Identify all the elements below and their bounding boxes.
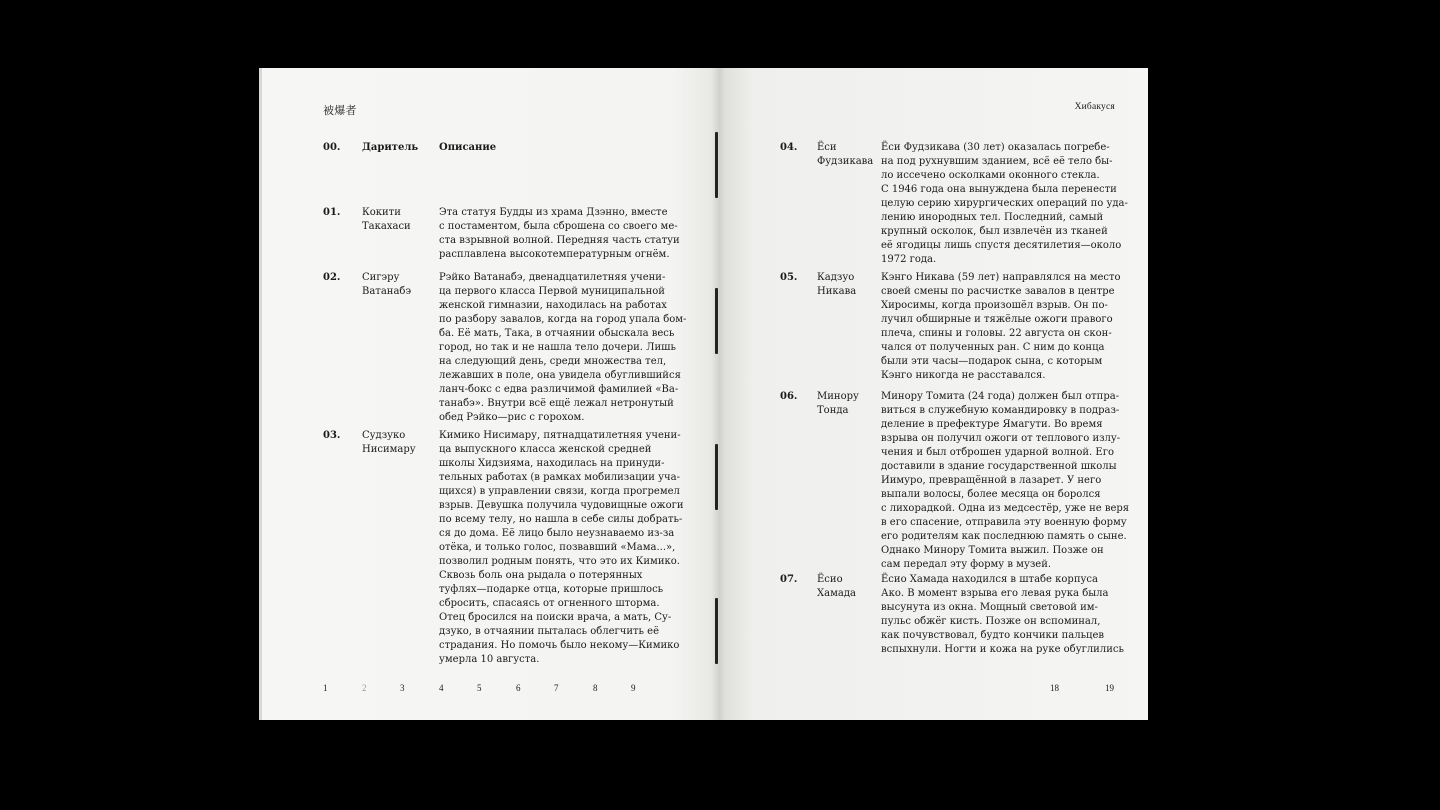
- entry-description: Кэнго Никава (59 лет) направлялся на место своей смены по расчистке завалов в центре Хиросимы, когда произошёл взрыв. Он по- лучил обширные и тяжёлые ожоги правого плеча, спины и головы. 22 августа он скон- чался от полученных ран. С ним до конца были эти часы—подарок сына, с которым Кэнго никогда не расставался.: [881, 272, 1121, 381]
- header-donor: Даритель: [362, 142, 419, 153]
- folio[interactable]: 19: [1105, 683, 1114, 693]
- entry-donor: Кокити Такахаси: [362, 207, 411, 232]
- running-head-left: 被爆者: [323, 104, 357, 117]
- folio[interactable]: 8: [593, 683, 598, 693]
- header-description: Описание: [439, 142, 497, 153]
- entry-number: 05.: [780, 272, 798, 283]
- binding-stitch: [715, 598, 718, 664]
- folio[interactable]: 4: [439, 683, 444, 693]
- binding-stitch: [715, 288, 718, 354]
- folio[interactable]: 2: [362, 683, 367, 693]
- entry-description: Минору Томита (24 года) должен был отпра- виться в служебную командировку в подраз- деление в префектуре Ямагути. Во время взрыва он получил ожоги от теплового излу- чения и был отброшен ударной волной. Его доставили в здание государственной школы Иимуро, превращённой в лазарет. У него выпали волосы, более месяца он боролся с лихорадкой. Одна из медсестёр, уже не веря в его спасение, отправила эту военную форму его родителям как последнюю память о сыне. Однако Минору Томита выжил. Позже он сам передал эту форму в музей.: [881, 391, 1130, 570]
- binding-stitch: [715, 444, 718, 510]
- spine-shadow: [711, 68, 725, 720]
- entry-description: Ёсио Хамада находился в штабе корпуса Ако. В момент взрыва его левая рука была высунута из окна. Мощный световой им- пульс обжёг кисть. Позже он вспоминал, как почувствовал, будто кончики пальцев вспыхнули. Ногти и кожа на руке обуглились: [881, 574, 1124, 655]
- entry-donor: Судзуко Нисимару: [362, 430, 416, 455]
- folio[interactable]: 1: [323, 683, 328, 693]
- folio[interactable]: 18: [1050, 683, 1059, 693]
- entry-number: 07.: [780, 574, 798, 585]
- entry-description: Кимико Нисимару, пятнадцатилетняя учени- ца выпускного класса женской средней школы Хидзияма, находилась на принуди- тельных работах (в рамках мобилизации уча- щихся) в управлении связи, когда прогремел взрыв. Девушка получила чудовищные ожоги по всему телу, но нашла в себе силы добрать- ся до дома. Её лицо было неузнаваемо из-за отёка, и только голос, позвавший «Мама...», позволил родным понять, что это их Кимико. Сквозь боль она рыдала о потерянных туфлях—подарке отца, которые пришлось сбросить, спасаясь от огненного шторма. Отец бросился на поиски врача, а мать, Су- дзуко, в отчаянии пыталась облегчить её страдания. Но помочь было некому—Кимико умерла 10 августа.: [439, 430, 684, 665]
- entry-description: Рэйко Ватанабэ, двенадцатилетняя учени- ца первого класса Первой муниципальной женской гимназии, находилась на работах по разбору завалов, когда на город упала бом- ба. Её мать, Така, в отчаянии обыскала весь город, но так и не нашла тело дочери. Лишь на следующий день, среди множества тел, лежавших в поле, она увидела обуглившийся ланч-бокс с едва различимой фамилией «Ва- танабэ». Внутри всё ещё лежал нетронутый обед Рэйко—рис с горохом.: [439, 272, 687, 423]
- entry-number: 04.: [780, 142, 798, 153]
- entry-number: 02.: [323, 272, 341, 283]
- entry-number: 01.: [323, 207, 341, 218]
- header-number: 00.: [323, 142, 341, 153]
- entry-number: 03.: [323, 430, 341, 441]
- entry-donor: Ёси Фудзикава: [817, 142, 874, 167]
- folio[interactable]: 9: [631, 683, 636, 693]
- entry-donor: Минору Тонда: [817, 391, 859, 416]
- entry-donor: Ёсио Хамада: [817, 574, 856, 599]
- left-page: [259, 68, 719, 720]
- folio[interactable]: 7: [554, 683, 559, 693]
- folio[interactable]: 5: [477, 683, 482, 693]
- entry-donor: Сигэру Ватанабэ: [362, 272, 412, 297]
- folio[interactable]: 3: [400, 683, 405, 693]
- entry-description: Эта статуя Будды из храма Дзэнно, вместе с постаментом, была сброшена со своего ме- ста взрывной волной. Передняя часть статуи расплавлена высокотемпературным огнём.: [439, 207, 680, 260]
- entry-description: Ёси Фудзикава (30 лет) оказалась погребе- на под рухнувшим зданием, всё её тело бы- ло иссечено осколками оконного стекла. С 1946 года она вынуждена была перенести целую серию хирургических операций по уда- лению инородных тел. Последний, самый крупный осколок, был извлечён из тканей её ягодицы лишь спустя десятилетия—около 1972 года.: [881, 142, 1128, 265]
- open-book: [259, 68, 1148, 720]
- entry-donor: Кадзуо Никава: [817, 272, 857, 297]
- right-page: [719, 68, 1148, 720]
- folio[interactable]: 6: [516, 683, 521, 693]
- binding-stitch: [715, 132, 718, 198]
- running-head-right: Хибакуся: [1074, 102, 1115, 112]
- entry-number: 06.: [780, 391, 798, 402]
- page-edge: [259, 68, 262, 720]
